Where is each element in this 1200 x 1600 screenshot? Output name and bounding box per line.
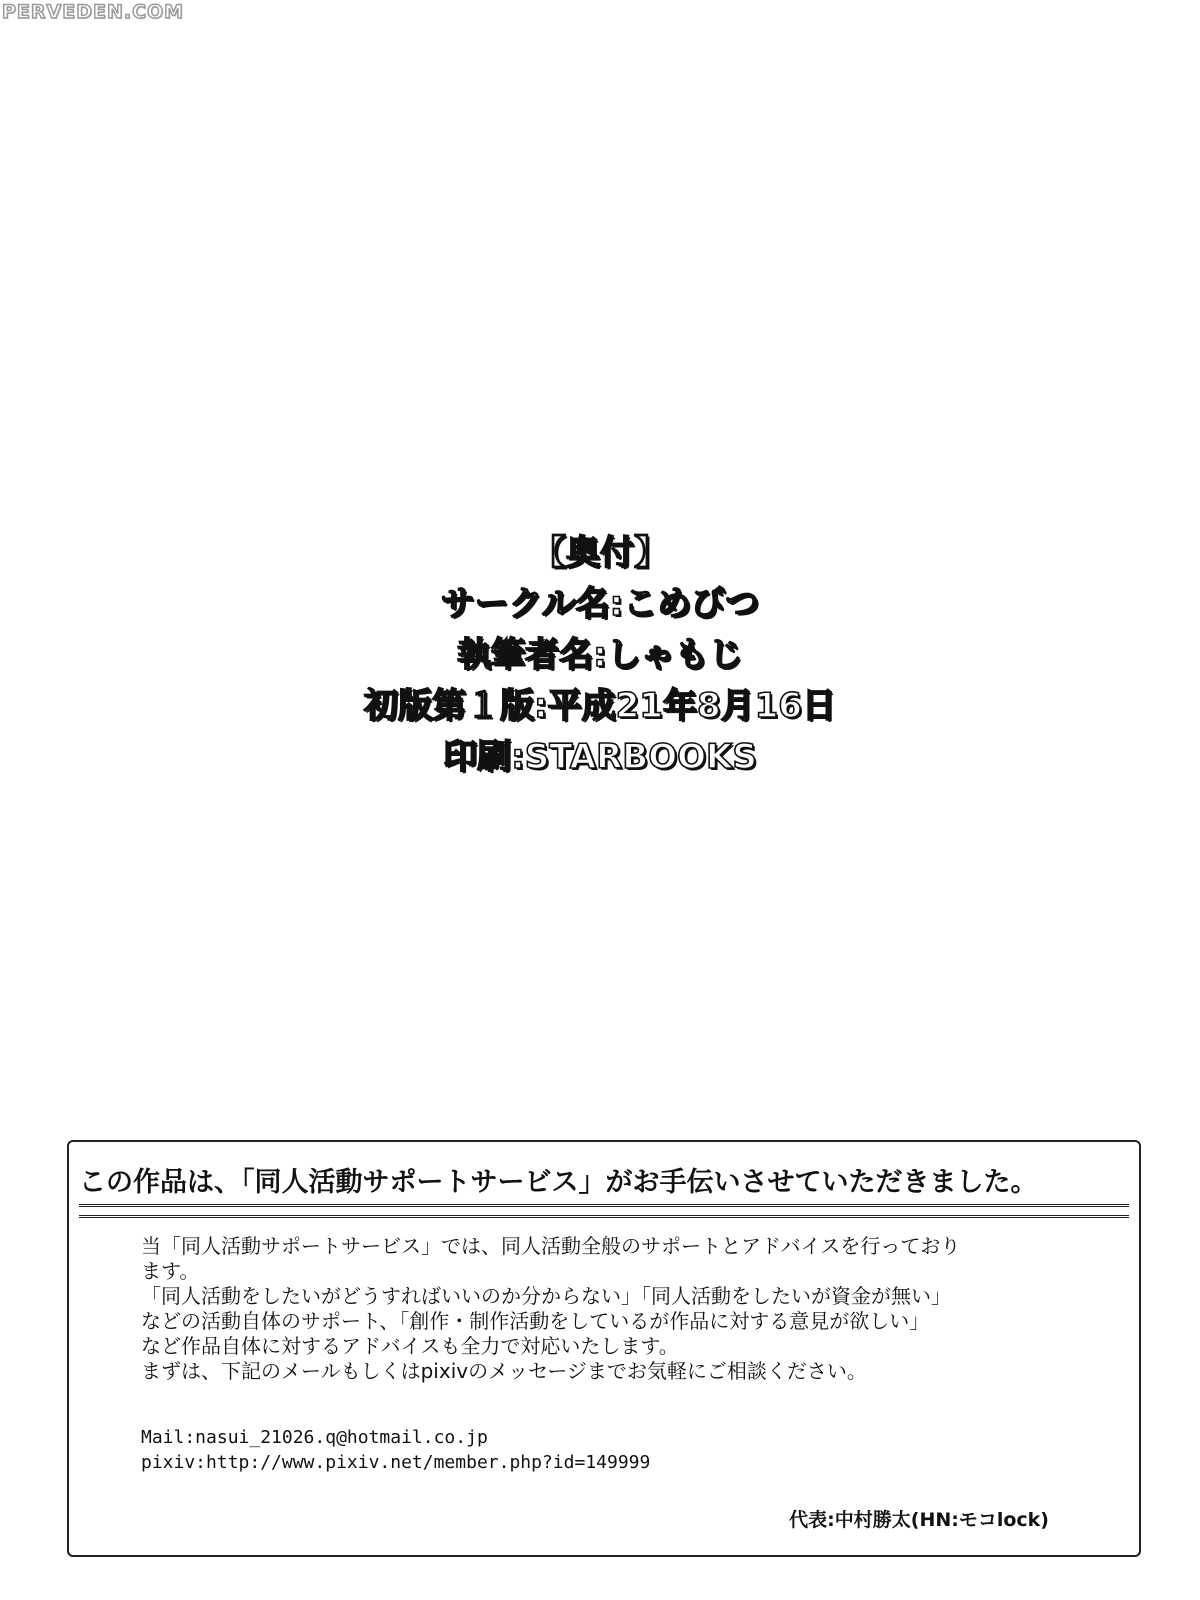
- notice-body-line: 当「同人活動サポートサービス」では、同人活動全般のサポートとアドバイスを行っており: [141, 1234, 961, 1258]
- notice-headline: この作品は、「同人活動サポートサービス」がお手伝いさせていただきました。: [79, 1167, 1038, 1198]
- contact-mail: Mail:nasui_21026.q@hotmail.co.jp: [141, 1427, 488, 1448]
- author-name: 執筆者名:しゃもじ: [457, 635, 743, 675]
- notice-body: [141, 1234, 1101, 1384]
- site-watermark: PERVEDEN.COM: [2, 1, 185, 23]
- double-line-divider: [79, 1204, 1129, 1218]
- notice-body-line: まずは、下記のメールもしくはpixivのメッセージまでお気軽にご相談ください。: [141, 1359, 867, 1383]
- representative: 代表:中村勝太(HN:モコlock): [789, 1509, 1049, 1531]
- colophon-heading: 【奥付】: [532, 533, 668, 573]
- notice-body-line: などの活動自体のサポート、「創作・制作活動をしているが作品に対する意見が欲しい」: [141, 1309, 930, 1333]
- first-edition-date: 初版第１版:平成21年8月16日: [364, 686, 836, 726]
- printer-name: 印刷:STARBOOKS: [443, 737, 757, 777]
- notice-body-line: など作品自体に対するアドバイスも全力で対応いたします。: [141, 1334, 679, 1358]
- contact-info: [141, 1425, 650, 1475]
- circle-name: サークル名:こめびつ: [440, 584, 760, 624]
- notice-body-line: 「同人活動をしたいがどうすればいいのか分からない」「同人活動をしたいが資金が無い」: [141, 1284, 951, 1308]
- colophon: [0, 528, 1200, 783]
- support-service-notice: [67, 1140, 1141, 1557]
- contact-pixiv: pixiv:http://www.pixiv.net/member.php?id=149999: [141, 1452, 651, 1473]
- notice-body-line: ます。: [141, 1259, 200, 1283]
